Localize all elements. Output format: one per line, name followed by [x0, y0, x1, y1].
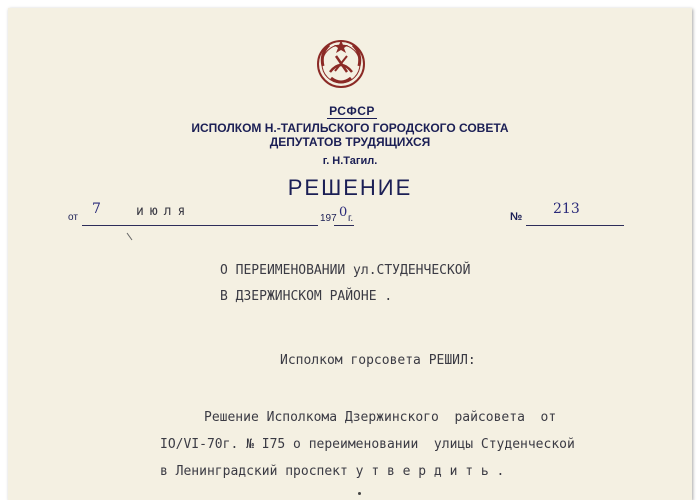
date-day: 7	[92, 201, 101, 217]
year-underline	[334, 225, 354, 226]
rsfsr-coat-of-arms-icon	[314, 36, 368, 90]
margin-mark	[126, 232, 134, 242]
organization-name-line1: ИСПОЛКОМ Н.-ТАГИЛЬСКОГО ГОРОДСКОГО СОВЕТА	[191, 121, 509, 135]
document-title: РЕШЕНИЕ	[287, 175, 413, 200]
number-underline	[526, 225, 624, 226]
city-label: г. Н.Тагил.	[322, 155, 378, 167]
resolution-line2: IO/VI-70г. № I75 о переименовании улицы Студенческой	[160, 437, 575, 452]
year-prefix: 197	[320, 213, 337, 224]
rsfsr-label: РСФСР	[329, 104, 375, 118]
resolution-line3: в Ленинградский проспект у т в е р д и т ь .	[160, 464, 505, 479]
decision-number: 213	[553, 201, 580, 217]
date-underline	[82, 225, 318, 226]
organization-name-line2: ДЕПУТАТОВ ТРУДЯЩИХСЯ	[269, 135, 431, 149]
from-label: от	[68, 212, 78, 223]
subject-line1: О ПЕРЕИМЕНОВАНИИ ул.СТУДЕНЧЕСКОЙ	[220, 263, 471, 278]
resolution-heading: Исполком горсовета РЕШИЛ:	[280, 353, 476, 368]
date-month: июля	[136, 204, 192, 219]
year-suffix: г.	[348, 213, 354, 224]
resolution-line1: Решение Исполкома Дзержинского райсовета от	[204, 410, 557, 425]
number-label: №	[510, 211, 523, 223]
year-digit: 0	[339, 205, 348, 220]
document-page	[8, 8, 692, 500]
ink-dot	[358, 492, 361, 495]
subject-line2: В ДЗЕРЖИНСКОМ РАЙОНЕ .	[220, 289, 393, 304]
